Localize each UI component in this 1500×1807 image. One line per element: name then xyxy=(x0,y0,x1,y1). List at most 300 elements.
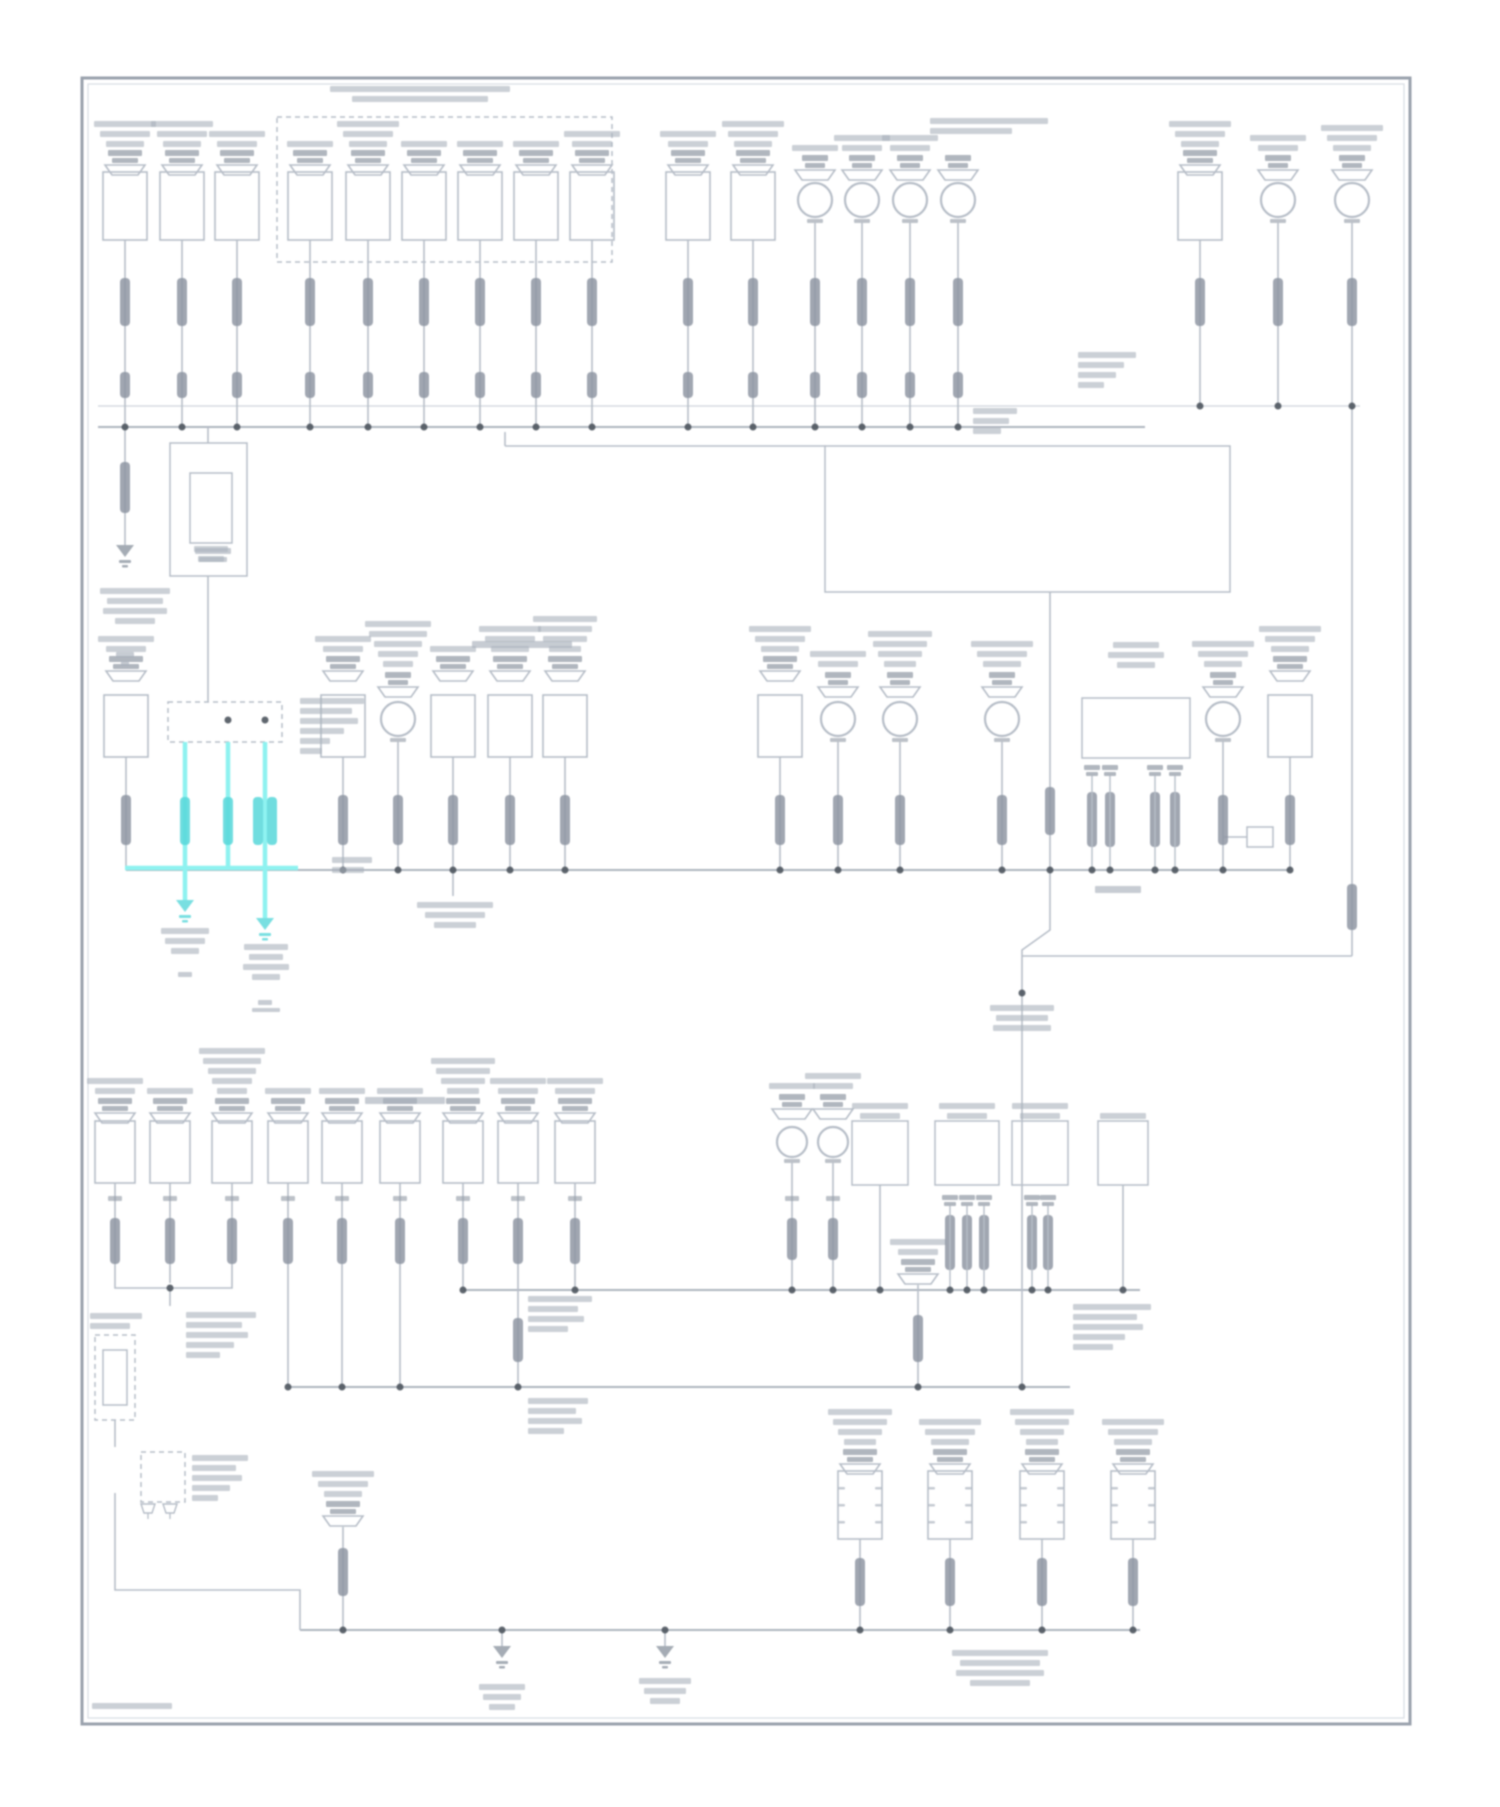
label-tick-bar xyxy=(252,1008,280,1012)
module-box xyxy=(1082,698,1190,758)
inline-connector xyxy=(395,1218,405,1264)
ladder-tick xyxy=(1057,1487,1064,1490)
connector-cap-bar xyxy=(519,150,553,156)
module-box xyxy=(935,1121,999,1185)
label-tick-bar xyxy=(1095,886,1141,893)
ladder-tick xyxy=(875,1521,882,1524)
component-label-blur-bar xyxy=(203,1058,261,1064)
label-text-blur-bar xyxy=(528,1428,564,1434)
connector-cap-bar xyxy=(562,1106,588,1111)
pin-cap-bar xyxy=(1147,765,1163,770)
connector-cap-bar xyxy=(271,1098,305,1104)
junction-dot xyxy=(499,1627,506,1634)
component-label-blur-bar xyxy=(898,1249,938,1255)
junction-dot xyxy=(340,1627,347,1634)
inline-connector xyxy=(587,278,597,326)
dashed-connector-box xyxy=(95,1335,135,1420)
label-text-blur-bar xyxy=(996,1015,1048,1021)
inline-connector xyxy=(227,1218,237,1264)
ladder-tick xyxy=(928,1487,935,1490)
component-label-blur-bar xyxy=(1114,1439,1152,1445)
inline-connector xyxy=(120,278,130,326)
label-text-blur-bar xyxy=(165,938,205,944)
stem-tick xyxy=(568,1196,582,1201)
cyan-inline-connector xyxy=(267,797,277,845)
label-text-blur-bar xyxy=(332,857,372,863)
stem-tick xyxy=(225,1196,239,1201)
connector-cap-trapezoid xyxy=(880,687,920,697)
label-text-blur-bar xyxy=(107,598,163,604)
connector-cap-bar xyxy=(385,672,411,678)
connector-cap-bar xyxy=(329,1106,355,1111)
junction-dot xyxy=(1287,867,1294,874)
lamp-bulb-icon xyxy=(893,183,927,217)
fuse-box-outline xyxy=(498,1121,538,1183)
junction-dot xyxy=(1039,1627,1046,1634)
label-text-blur-bar xyxy=(1078,362,1124,368)
component-label-blur-bar xyxy=(323,646,363,652)
inline-connector xyxy=(393,795,403,845)
connector-cap-bar xyxy=(992,680,1012,685)
module-box xyxy=(1098,1121,1148,1185)
component-label-blur-bar xyxy=(265,1088,311,1094)
component-label-blur-bar xyxy=(106,141,144,147)
cyan-ground-icon xyxy=(256,918,274,930)
cyan-ground-icon xyxy=(176,900,194,912)
component-label-blur-bar xyxy=(217,1088,247,1094)
connector-cap-bar xyxy=(1339,155,1365,161)
lamp-bulb-icon xyxy=(798,183,832,217)
lamp-base-bar xyxy=(902,219,918,223)
connector-cap-bar xyxy=(325,1098,359,1104)
ladder-tick xyxy=(1020,1487,1027,1490)
component-label-blur-bar xyxy=(441,1078,485,1084)
label-text-blur-bar xyxy=(644,1688,686,1694)
connector-cap-bar xyxy=(736,150,770,156)
junction-dot xyxy=(589,424,596,431)
pin-cap-bar xyxy=(959,1195,975,1200)
component-label-blur-bar xyxy=(436,1068,490,1074)
junction-dot xyxy=(450,867,457,874)
module-box xyxy=(103,1350,127,1405)
label-text-blur-bar xyxy=(1073,1324,1143,1330)
junction-dot xyxy=(897,867,904,874)
connector-cap-bar xyxy=(1116,1449,1150,1455)
label-text-blur-bar xyxy=(300,748,322,754)
inline-connector xyxy=(475,278,485,326)
fuse-box-outline xyxy=(1268,695,1312,757)
ladder-tick xyxy=(838,1504,845,1507)
connector-cap-bar xyxy=(215,1098,249,1104)
inline-connector xyxy=(305,278,315,326)
junction-dot xyxy=(662,1627,669,1634)
fuse-box-outline xyxy=(431,695,475,757)
junction-dot xyxy=(234,424,241,431)
connector-cap-trapezoid xyxy=(572,165,612,175)
label-tick-bar xyxy=(365,1097,445,1104)
lamp-base-bar xyxy=(854,219,870,223)
component-label-blur-bar xyxy=(479,626,541,632)
pin-cap-bar xyxy=(1149,772,1161,776)
inline-connector xyxy=(857,278,867,326)
pin-cap-bar xyxy=(1102,765,1118,770)
component-label-blur-bar xyxy=(572,141,612,147)
connector-cap-trapezoid xyxy=(840,1464,880,1474)
component-label-blur-bar xyxy=(728,131,778,137)
lamp-bulb-icon xyxy=(985,702,1019,736)
component-label-blur-bar xyxy=(734,141,772,147)
inline-connector xyxy=(338,1548,348,1596)
junction-dot xyxy=(1197,403,1204,410)
inline-connector xyxy=(913,1315,923,1362)
lamp-bulb-icon xyxy=(1261,183,1295,217)
junction-dot xyxy=(572,1287,579,1294)
junction-dot xyxy=(1029,1287,1036,1294)
component-label-blur-bar xyxy=(834,135,890,141)
connector-cap-bar xyxy=(805,163,825,168)
junction-dot xyxy=(533,424,540,431)
module-box xyxy=(1012,1121,1068,1185)
stem-tick xyxy=(826,1196,840,1201)
label-text-blur-bar xyxy=(1073,1344,1113,1350)
wire xyxy=(172,1283,232,1288)
pin-cap-bar xyxy=(1042,1202,1054,1206)
component-label-blur-bar xyxy=(977,651,1027,657)
ground-icon-bar xyxy=(659,1661,671,1664)
connector-cap-trapezoid xyxy=(772,1109,812,1119)
connector-cap-trapezoid xyxy=(217,165,257,175)
label-text-blur-bar xyxy=(528,1398,588,1404)
junction-dot xyxy=(395,867,402,874)
fuse-box-outline xyxy=(402,172,446,240)
label-text-blur-bar xyxy=(1078,352,1136,358)
connector-cap-bar xyxy=(779,1094,805,1100)
component-label-blur-bar xyxy=(1265,636,1315,642)
fuse-box-outline xyxy=(322,1121,362,1183)
inline-connector xyxy=(120,462,130,513)
bell-symbol-icon xyxy=(163,1504,177,1513)
component-label-blur-bar xyxy=(947,1113,987,1119)
component-label-blur-bar xyxy=(163,141,201,147)
connector-cap-bar xyxy=(897,155,923,161)
pin-cap-bar xyxy=(1026,1202,1038,1206)
inline-connector xyxy=(363,278,373,326)
junction-dot xyxy=(1045,1287,1052,1294)
module-box xyxy=(852,1121,908,1185)
component-label-blur-bar xyxy=(983,661,1021,667)
label-text-blur-bar xyxy=(243,964,289,970)
label-text-blur-bar xyxy=(300,718,358,724)
connector-cap-bar xyxy=(989,672,1015,678)
connector-cap-bar xyxy=(388,680,408,685)
bell-symbol-icon xyxy=(141,1504,155,1513)
component-label-blur-bar xyxy=(878,651,922,657)
label-text-blur-bar xyxy=(973,408,1017,414)
pin-cap-bar xyxy=(1169,772,1181,776)
connector-cap-bar xyxy=(905,1267,931,1272)
label-text-blur-bar xyxy=(300,728,344,734)
fuse-box-outline xyxy=(268,1121,308,1183)
inline-connector xyxy=(683,372,693,398)
connector-cap-trapezoid xyxy=(105,165,145,175)
component-label-blur-bar xyxy=(860,1113,900,1119)
connector-cap-bar xyxy=(293,150,327,156)
inline-connector xyxy=(1347,278,1357,326)
fuse-box-outline xyxy=(150,1121,190,1183)
ladder-tick xyxy=(965,1487,972,1490)
connector-cap-bar xyxy=(505,1106,531,1111)
label-text-blur-bar xyxy=(973,428,1001,434)
junction-dot xyxy=(225,717,232,724)
label-text-blur-bar xyxy=(1108,652,1164,658)
ladder-tick xyxy=(965,1521,972,1524)
label-text-blur-bar xyxy=(192,1495,218,1501)
connector-cap-bar xyxy=(548,656,582,662)
label-text-blur-bar xyxy=(528,1326,568,1332)
pin-cap-bar xyxy=(1167,765,1183,770)
label-text-blur-bar xyxy=(92,1703,172,1709)
label-text-blur-bar xyxy=(1073,1314,1137,1320)
label-text-blur-bar xyxy=(1073,1334,1125,1340)
ground-icon-bar xyxy=(122,565,128,568)
fuse-box-outline xyxy=(104,695,148,757)
connector-cap-bar xyxy=(675,158,701,163)
component-label-blur-bar xyxy=(838,1429,882,1435)
label-text-blur-bar xyxy=(115,618,155,624)
pin-cap-bar xyxy=(976,1195,992,1200)
connector-cap-bar xyxy=(355,158,381,163)
label-text-blur-bar xyxy=(930,118,1048,124)
component-label-blur-bar xyxy=(94,121,156,127)
component-label-blur-bar xyxy=(971,641,1033,647)
inline-connector xyxy=(828,1218,838,1260)
component-label-blur-bar xyxy=(513,141,559,147)
component-label-blur-bar xyxy=(852,1103,908,1109)
pin-cap-bar xyxy=(1104,772,1116,776)
component-label-blur-bar xyxy=(882,135,938,141)
component-label-blur-bar xyxy=(1204,661,1242,667)
connector-cap-trapezoid xyxy=(433,671,473,681)
component-label-blur-bar xyxy=(401,141,447,147)
ground-icon-bar xyxy=(496,1661,508,1664)
component-label-blur-bar xyxy=(212,1078,252,1084)
component-label-blur-bar xyxy=(377,1088,423,1094)
junction-dot xyxy=(1019,1384,1026,1391)
connector-cap-trapezoid xyxy=(818,687,858,697)
connector-cap-bar xyxy=(1210,672,1236,678)
connector-cap-bar xyxy=(1187,158,1213,163)
component-label-blur-bar xyxy=(890,145,930,151)
label-text-blur-bar xyxy=(528,1296,592,1302)
stem-tick xyxy=(456,1196,470,1201)
connector-cap-bar xyxy=(901,1259,935,1265)
component-label-blur-bar xyxy=(939,1103,995,1109)
junction-dot xyxy=(307,424,314,431)
junction-dot xyxy=(562,867,569,874)
connector-cap-bar xyxy=(153,1098,187,1104)
dashed-connector-box xyxy=(141,1452,185,1502)
inline-connector xyxy=(337,1218,347,1264)
label-text-blur-bar xyxy=(639,1678,691,1684)
label-text-blur-bar xyxy=(489,1704,515,1710)
ladder-tick xyxy=(1111,1521,1118,1524)
component-label-blur-bar xyxy=(722,121,784,127)
connector-cap-bar xyxy=(326,656,360,662)
component-label-blur-bar xyxy=(884,661,916,667)
label-tick-bar xyxy=(472,641,572,648)
component-label-blur-bar xyxy=(337,121,399,127)
pin-cap-bar xyxy=(1086,772,1098,776)
component-label-blur-bar xyxy=(533,616,597,622)
component-label-blur-bar xyxy=(374,641,422,647)
ground-icon xyxy=(656,1646,674,1658)
inline-connector xyxy=(857,372,867,398)
connector-cap-bar xyxy=(1268,163,1288,168)
label-text-blur-bar xyxy=(1113,642,1159,648)
lamp-base-bar xyxy=(1344,219,1360,223)
wire xyxy=(115,1283,168,1288)
connector-cap-bar xyxy=(108,150,142,156)
component-label-blur-bar xyxy=(844,1439,876,1445)
ground-icon-bar xyxy=(119,560,131,563)
page-border-inner xyxy=(88,84,1404,1718)
lamp-bulb-icon xyxy=(1335,183,1369,217)
connector-cap-bar xyxy=(552,664,578,669)
inline-connector xyxy=(513,1318,523,1362)
connector-cap-bar xyxy=(297,158,323,163)
component-label-blur-bar xyxy=(1012,1103,1068,1109)
junction-dot xyxy=(915,1384,922,1391)
inline-connector xyxy=(475,372,485,398)
label-text-blur-bar xyxy=(244,944,288,950)
fuse-box-outline xyxy=(160,172,204,240)
connector-cap-trapezoid xyxy=(348,165,388,175)
connector-cap-bar xyxy=(948,163,968,168)
ladder-tick xyxy=(1148,1521,1155,1524)
component-label-blur-bar xyxy=(457,141,503,147)
label-text-blur-bar xyxy=(1073,1304,1151,1310)
component-label-blur-bar xyxy=(1108,1429,1158,1435)
label-text-blur-bar xyxy=(300,698,364,704)
connector-cap-bar xyxy=(220,150,254,156)
label-text-blur-bar xyxy=(1117,662,1155,668)
ground-icon-bar xyxy=(259,933,271,936)
junction-dot xyxy=(477,424,484,431)
connector-cap-bar xyxy=(887,672,913,678)
inline-connector xyxy=(177,372,187,398)
junction-dot xyxy=(1120,1287,1127,1294)
ladder-tick xyxy=(928,1521,935,1524)
inline-connector xyxy=(283,1218,293,1264)
component-label-blur-bar xyxy=(349,141,387,147)
inline-connector xyxy=(121,795,131,845)
ladder-tick xyxy=(928,1504,935,1507)
pin-cap-bar xyxy=(1040,1195,1056,1200)
junction-dot xyxy=(857,1627,864,1634)
module-box xyxy=(190,473,232,543)
fuse-box-outline xyxy=(488,695,532,757)
component-label-blur-bar xyxy=(383,661,413,667)
inline-connector xyxy=(587,372,597,398)
label-text-blur-bar xyxy=(352,96,488,102)
junction-dot xyxy=(1047,867,1054,874)
inline-connector xyxy=(748,372,758,398)
component-label-blur-bar xyxy=(931,1439,969,1445)
connector-cap-trapezoid xyxy=(795,170,835,180)
inline-connector xyxy=(165,1218,175,1264)
fuse-box-outline xyxy=(666,172,710,240)
fuse-box-outline xyxy=(731,172,775,240)
label-text-blur-bar xyxy=(425,912,485,918)
component-label-blur-bar xyxy=(95,1088,135,1094)
connector-cap-bar xyxy=(1213,680,1233,685)
stem-tick xyxy=(511,1196,525,1201)
component-label-blur-bar xyxy=(1258,145,1298,151)
component-label-blur-bar xyxy=(1250,135,1306,141)
label-text-blur-bar xyxy=(186,1352,220,1358)
inline-connector xyxy=(338,795,348,845)
label-text-blur-bar xyxy=(434,922,476,928)
lamp-bulb-icon xyxy=(818,1127,848,1157)
connector-cap-trapezoid xyxy=(938,170,978,180)
inline-connector xyxy=(1037,1558,1047,1606)
label-text-blur-bar xyxy=(332,867,364,873)
fuse-box-outline xyxy=(103,172,147,240)
label-text-blur-bar xyxy=(479,1684,525,1690)
connector-cap-trapezoid xyxy=(490,671,530,681)
inline-connector xyxy=(895,795,905,845)
connector-cap-bar xyxy=(945,155,971,161)
ground-icon-bar xyxy=(262,938,268,941)
connector-cap-bar xyxy=(224,158,250,163)
junction-dot xyxy=(365,424,372,431)
ladder-tick xyxy=(1111,1487,1118,1490)
component-label-blur-bar xyxy=(1020,1429,1064,1435)
component-label-blur-bar xyxy=(365,621,431,627)
inline-connector xyxy=(1218,795,1228,845)
stem-tick xyxy=(785,1196,799,1201)
component-label-blur-bar xyxy=(343,131,393,137)
lamp-base-bar xyxy=(892,738,908,742)
fuse-box-outline xyxy=(288,172,332,240)
fuse-box-outline xyxy=(321,695,365,757)
connector-cap-bar xyxy=(436,656,470,662)
component-label-blur-bar xyxy=(147,1088,193,1094)
connector-cap-bar xyxy=(497,664,523,669)
junction-dot xyxy=(285,1384,292,1391)
inline-connector xyxy=(1347,884,1357,930)
connector-cap-bar xyxy=(740,158,766,163)
junction-dot xyxy=(1349,403,1356,410)
component-label-blur-bar xyxy=(555,1088,595,1094)
component-label-blur-bar xyxy=(209,131,265,137)
component-label-blur-bar xyxy=(498,1088,538,1094)
component-label-blur-bar xyxy=(761,646,799,652)
connector-cap-bar xyxy=(165,150,199,156)
connector-cap-bar xyxy=(1183,150,1217,156)
junction-dot xyxy=(859,424,866,431)
module-box xyxy=(1247,827,1273,847)
inline-connector xyxy=(953,278,963,326)
connector-cap-trapezoid xyxy=(1332,170,1372,180)
connector-cap-bar xyxy=(847,1457,873,1462)
connector-cap-trapezoid xyxy=(760,671,800,681)
inline-connector xyxy=(1195,278,1205,326)
connector-cap-bar xyxy=(782,1102,802,1107)
component-label-blur-bar xyxy=(431,1058,495,1064)
ground-icon xyxy=(493,1646,511,1658)
ladder-tick xyxy=(838,1487,845,1490)
